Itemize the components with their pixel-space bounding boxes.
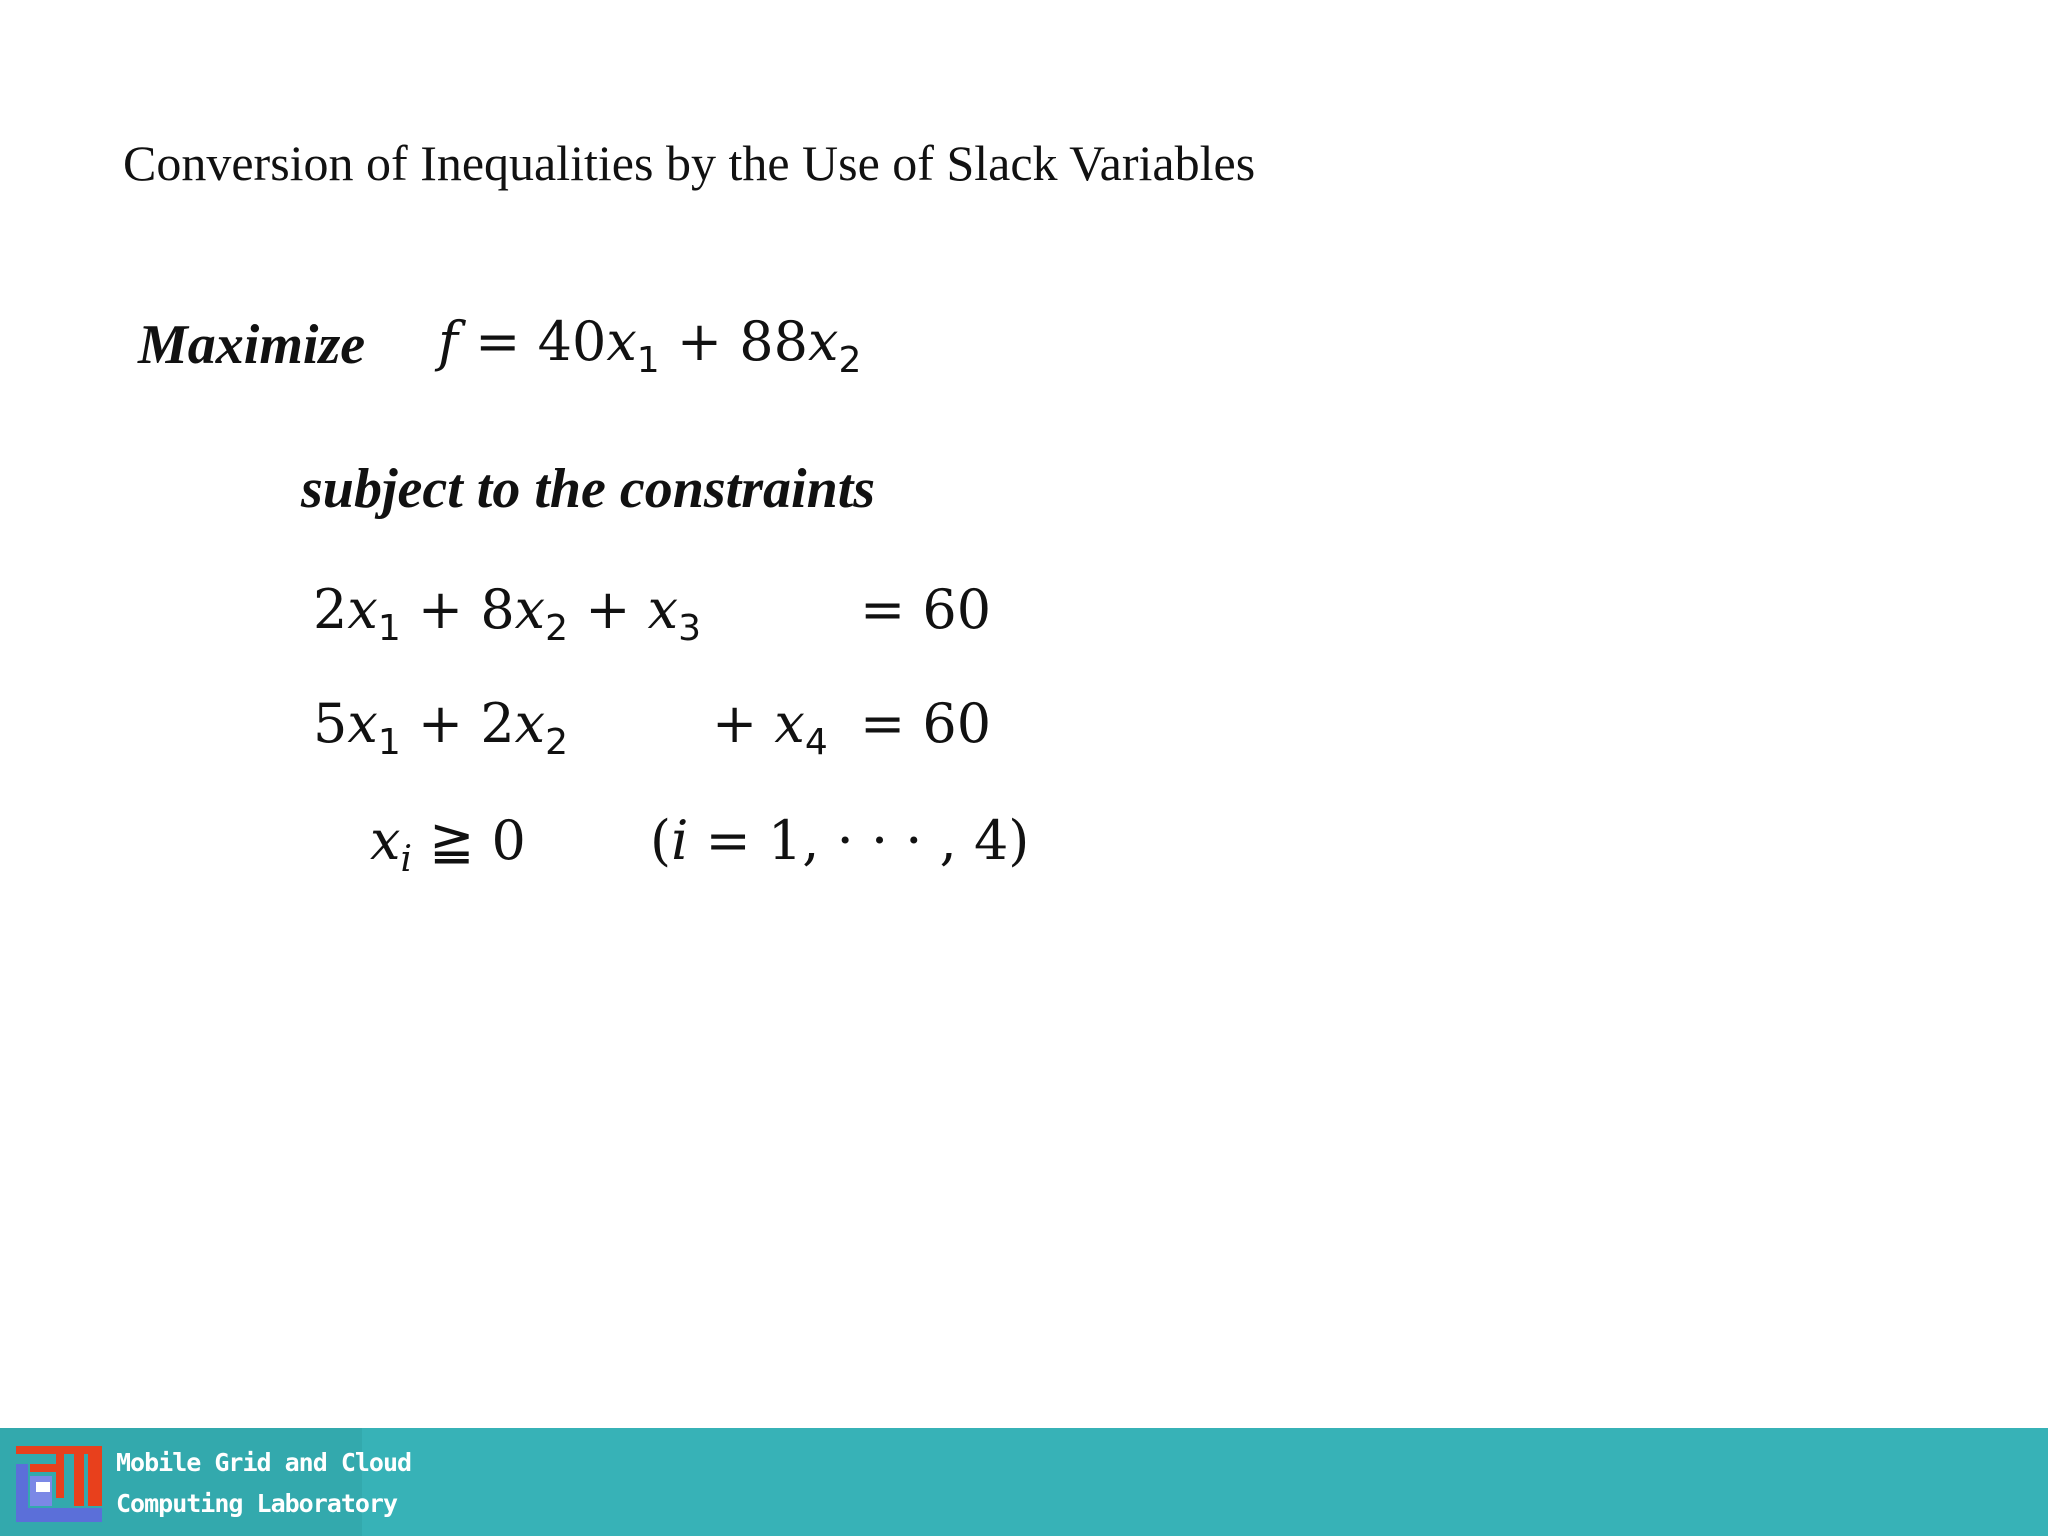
c2-coef-2: 2 (480, 692, 515, 755)
logo-red-bar-1 (56, 1454, 64, 1498)
c2-coef-1: 5 (313, 692, 348, 755)
lab-logo-icon (16, 1446, 102, 1522)
logo-red-bar-2 (74, 1446, 84, 1506)
objective-var-2: x (808, 310, 839, 373)
logo-red-mid (30, 1464, 56, 1472)
maximize-label: Maximize (138, 314, 366, 376)
c1-sub-3: 3 (678, 608, 701, 649)
constraint-2-lhs: $5x_1 + 2x_2$ (313, 692, 569, 763)
lab-name-line-2: Computing Laboratory (116, 1489, 398, 1518)
c1-coef-2: 8 (480, 578, 515, 641)
objective-function (438, 307, 862, 381)
range-var: i (671, 809, 689, 872)
nonneg-var: x (370, 809, 401, 872)
objective-plus: + (676, 310, 723, 373)
nonnegativity-range (650, 806, 1029, 876)
objective-equals: = (475, 310, 521, 373)
footer-band (0, 1428, 2048, 1536)
logo-white-block (36, 1482, 50, 1492)
c1-var-3: x (647, 578, 679, 641)
footer-logo-box (0, 1428, 412, 1536)
objective-coef-2: 88 (739, 310, 808, 373)
objective-sub-1: 1 (636, 340, 660, 381)
c2-plus: + (712, 692, 775, 755)
objective-sub-2: 2 (838, 340, 862, 381)
slide-title: Conversion of Inequalities by the Use of Slack Variables (123, 135, 1256, 191)
c2-var-2: x (514, 692, 546, 755)
c1-var-2: x (514, 578, 546, 641)
c2-sub-2: 2 (545, 722, 569, 763)
subject-to-label: subject to the constraints (301, 458, 876, 520)
nonneg-relation: ≧ 0 (411, 809, 526, 872)
c2-sub-4: 4 (804, 722, 828, 763)
c1-var-1: x (347, 578, 378, 641)
objective-var-1: x (606, 310, 637, 373)
constraint-2-rhs: = 60 (860, 692, 992, 755)
logo-red-bar-3 (88, 1446, 102, 1506)
c1-sub-1: 1 (377, 608, 401, 649)
range-open: ( (650, 809, 672, 872)
c2-sub-1: 1 (377, 722, 401, 763)
constraint-1-rhs: = 60 (860, 578, 992, 641)
logo-blue-bottom (16, 1508, 102, 1522)
constraint-2-slack (712, 689, 828, 763)
lab-name-line-1: Mobile Grid and Cloud (116, 1448, 412, 1477)
c1-sub-2: 2 (545, 608, 569, 649)
c2-var-1: x (347, 692, 378, 755)
objective-coef-1: 40 (537, 310, 607, 373)
constraint-1-lhs: $2x_1 + 8x_2 + x_3$ (313, 578, 701, 649)
range-rest: = 1, · · · , 4) (688, 809, 1030, 872)
nonneg-sub: i (400, 839, 412, 880)
nonnegativity-lhs (370, 806, 526, 880)
c2-var-4: x (774, 692, 805, 755)
c1-coef-1: 2 (313, 578, 348, 641)
objective-f: f (438, 310, 458, 373)
